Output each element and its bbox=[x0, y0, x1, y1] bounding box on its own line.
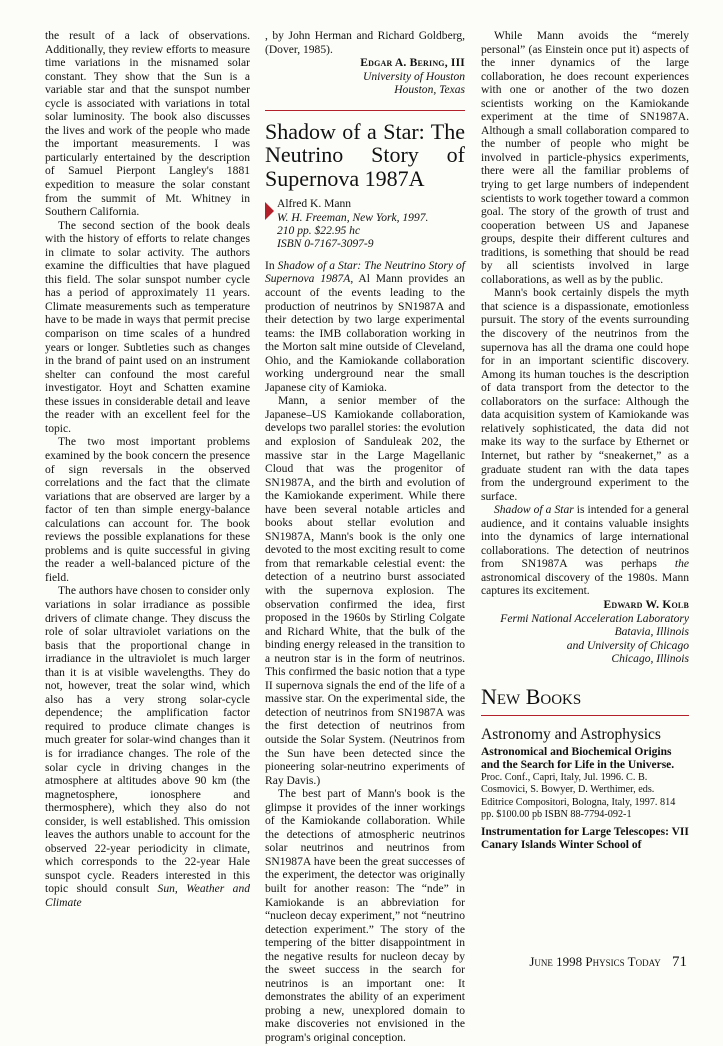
book-entry-title: Astronomical and Biochemical Origins and the Search for Life in the Universe. bbox=[481, 745, 675, 771]
reviewer-affiliation: University of Houston bbox=[363, 70, 465, 83]
book-price: 210 pp. $22.95 hc bbox=[277, 225, 361, 238]
paragraph: Mann, a senior member of the Japanese–US Kamiokande collaboration, develops two parallel stories: the evolution and explosion of Sanduleak 202, the massive star in the Large Magellanic Cloud that was the progenitor of SN1987A, and the birth and evolution of the Kamiokande experiment. While there have been several notable articles and books about stellar evolution and SN1987A, Mann's book is the only one devoted to the most exciting result to come from that remarkable celestial event: the detection of a neutrino burst associated with the supernova explosion. The observation confirmed the idea, first proposed in the 1960s by Stirling Colgate and Richard White, that the bulk of the binding energy released in the transition to a neutron star is in the form of neutrinos. This confirmed the basic notion that a type II supernova signals the end of the life of a massive star. On the experimental side, the detection of neutrinos from SN1987A was the first detection of neutrinos from outside the Solar System. (Neutrinos from the Sun have been detected since the pioneering solar-neutrino experiments of Ray Davis.) bbox=[265, 395, 465, 787]
paragraph-text: In bbox=[265, 259, 278, 272]
reviewer-name: Edgar A. Bering, III bbox=[360, 57, 465, 70]
book-isbn: ISBN 0-7167-3097-9 bbox=[277, 238, 374, 251]
footer-magazine: Physics Today bbox=[585, 954, 661, 969]
paragraph-text: is intended for a general audience, and it contains valuable insights into the dynamics of large international collaborations. The detection of neutrinos from SN1987A was perhaps bbox=[481, 504, 690, 571]
paragraph bbox=[481, 504, 689, 599]
red-arrow-icon bbox=[265, 202, 274, 220]
reviewer-affiliation: Fermi National Acceleration Laboratory bbox=[500, 612, 689, 625]
reviewer-name: Edward W. Kolb bbox=[603, 598, 689, 611]
book-title-italic: Shadow of a Star: The Neutrino Story of Supernova 1987A bbox=[265, 259, 465, 286]
book-title-italic: Shadow of a Star bbox=[494, 504, 574, 517]
review-title: Shadow of a Star: The Neutrino Story of Supernova 1987A bbox=[265, 118, 465, 191]
paragraph-text: astronomical discovery of the 1980s. Mann captures its excitement. bbox=[481, 571, 689, 598]
reviewer-location: Batavia, Illinois bbox=[614, 626, 689, 639]
footer-date: June 1998 bbox=[529, 954, 583, 969]
reviewer-signature bbox=[481, 599, 689, 667]
column-left bbox=[45, 30, 250, 911]
paragraph-text: The authors have chosen to consider only variations in solar irradiance as possible drivers of climate change. They discuss the role of solar ultraviolet variations on the basis that the proportional change in irradiance in the ultraviolet is much larger than it is at visible wavelengths. They do not, however, treat the solar wind, which also has a very strong solar-cycle dependence; the amplification factor required to produce climate changes is much greater for solar-wind changes than it is for irradiance changes. The role of the solar cycle in driving changes in the atmosphere at altitudes above 90 km (the magnetosphere, ionosphere and thermosphere), which they also do not consider, is well established. This omission leaves the authors unable to account for the observed 22-year periodicity in climate, which corresponds to the 22-year Hale sunspot cycle. Readers interested in this topic should consult bbox=[45, 585, 250, 896]
paragraph: The two most important problems examined by the book concern the presence of sign reversals in the observed correlations and the fact that the climate variations that are observed are larger by a factor of ten than simple energy-balance calculations can account for. The book reviews the possible explanations for these problems and is quite successful in giving the reader a well-balanced picture of the field. bbox=[45, 436, 250, 584]
page-footer bbox=[529, 954, 687, 971]
book-publisher: W. H. Freeman, New York, 1997. bbox=[277, 211, 429, 224]
paragraph-text: , Al Mann provides an account of the events leading to the production of neutrinos by SN1987A and their detection by two large experimental teams: the IMB collaboration working in the Morton salt mine outside of Cleveland, Ohio, and the Kamiokande collaboration working underground near the small Japanese city of Kamioka. bbox=[265, 273, 465, 394]
category-heading: Astronomy and Astrophysics bbox=[481, 725, 661, 743]
book-author: Alfred K. Mann bbox=[277, 198, 352, 211]
page-number: 71 bbox=[672, 954, 687, 970]
new-books-heading: New Books bbox=[481, 683, 582, 709]
red-divider bbox=[481, 715, 689, 716]
column-right bbox=[481, 30, 689, 852]
book-entry-details: Proc. Conf., Capri, Italy, Jul. 1996. C. B. Cosmovici, S. Bowyer, D. Werthimer, eds. Editrice Compositori, Bologna, Italy, 1997. 814 pp. $100.00 pb ISBN 88-7794-092-1 bbox=[481, 771, 676, 821]
reviewer-location-2: Chicago, Illinois bbox=[611, 653, 689, 666]
book-entry-title: Instrumentation for Large Telescopes: VII Canary Islands Winter School of bbox=[481, 825, 689, 851]
paragraph: While Mann avoids the “merely personal” (as Einstein once put it) aspects of the inner dynamics of the large collaboration, he does recount experiences with one or another of the two dozen scientists working on the Kamiokande experiment at the time of SN1987A. Although a small collaboration compared to the number of people who might be involved in particle-physics experiments, there were all the familiar problems of trying to get large numbers of independent scientists to work together toward a common goal. The story of the growth of trust and cooperation between US and Japanese groups, despite their different cultures and traditions, is something that should be read by all scientists involved in large collaborations, as well as by the public. bbox=[481, 30, 689, 286]
reviewer-location: Houston, Texas bbox=[394, 84, 465, 97]
book-info bbox=[265, 198, 465, 252]
paragraph: The second section of the book deals with the history of efforts to relate changes in climate to solar activity. The authors examine the difficulties that have plagued this field. The solar sunspot number cycle has a period of approximately 11 years. Climate measurements such as temperature have to be made in ways that permit precise comparison on time scales of a hundred years or longer. Subtleties such as changes in the brand of paint used on an instrument shelter can confound the most careful investigator. Hoyt and Schatten examine these issues in considerable detail and leave the reader with an excellent feel for the topic. bbox=[45, 219, 250, 435]
paragraph: Mann's book certainly dispels the myth that science is a dispassionate, emotionless pursuit. The story of the events surrounding the discovery of the neutrinos from the supernova has all the drama one could hope for in an important scientific discovery. Among its human touches is the description of data transport from the detector to the collaborators on the surface: Although the data acquisition system of Kamiokande was relatively sophisticated, the data did not make its way to the surface by Ethernet or Internet, but rather by “sneakernet,” as a graduate student ran with the data tapes from the underground experiment to the surface. bbox=[481, 287, 689, 503]
paragraph-continued: , by John Herman and Richard Goldberg, (Dover, 1985). bbox=[265, 30, 465, 56]
paragraph bbox=[45, 585, 250, 910]
paragraph bbox=[265, 260, 465, 395]
paragraph: the result of a lack of observations. Additionally, they review efforts to measure time variations in the misnamed solar constant. They show that the Sun is a variable star and that the sunspot number cycle is associated with variations in total solar luminosity. The book also discusses the lives and work of the people who made the important measurements. I was particularly entertained by the description of Samuel Pierpont Langley's 1881 expedition to measure the solar constant from the summit of Mt. Whitney in Southern California. bbox=[45, 30, 250, 219]
column-middle bbox=[265, 30, 465, 1046]
reviewer-signature bbox=[265, 57, 465, 98]
paragraph: The best part of Mann's book is the glimpse it provides of the inner workings of the Kamiokande collaboration. While the detections of atmospheric neutrinos solar neutrinos and neutrinos from SN1987A have been the great successes of the experiment, the detector was originally built for another reason: The “nde” in Kamiokande is an abbreviation for “nucleon decay experiment,” not “neutrino detection experiment.” The story of the tempering of the bitter disappointment in the negative results for nucleon decay by the sweet success in the search for neutrinos is an important one: It demonstrates the ability of an experiment probing a new, unexplored domain to make discoveries not envisioned in the program's original conception. bbox=[265, 788, 465, 1045]
red-divider bbox=[265, 110, 465, 111]
reviewer-affiliation-2: and University of Chicago bbox=[566, 639, 689, 652]
emphasis: the bbox=[674, 558, 689, 571]
book-title-italic: Sun, Weather and Climate bbox=[45, 883, 250, 909]
